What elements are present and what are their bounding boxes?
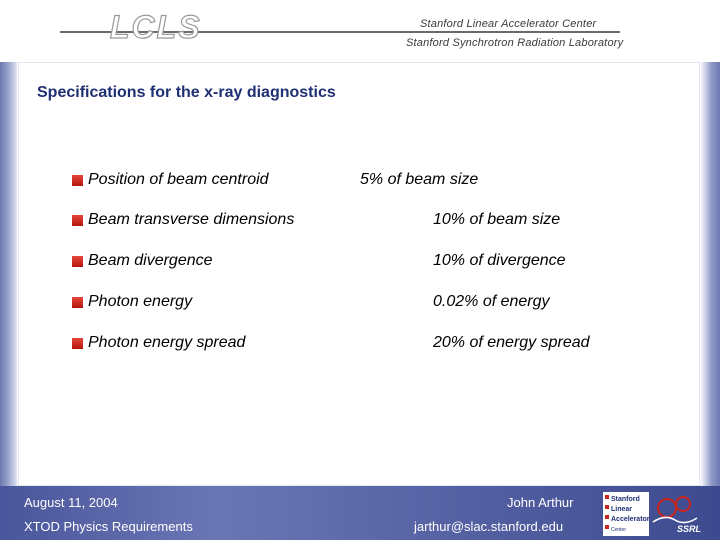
bullet-icon bbox=[72, 175, 83, 186]
spec-value: 20% of energy spread bbox=[433, 334, 590, 351]
footer-author: John Arthur bbox=[507, 495, 574, 510]
content-panel bbox=[18, 62, 700, 486]
spec-label: Position of beam centroid bbox=[88, 171, 269, 188]
header-org-line1: Stanford Linear Accelerator Center bbox=[420, 18, 597, 30]
lcls-logo-text: LCLS bbox=[110, 9, 202, 45]
footer-email: jarthur@slac.stanford.edu bbox=[414, 519, 564, 534]
slac-logo-mark bbox=[605, 515, 609, 519]
slac-ssrl-logo bbox=[603, 492, 707, 536]
spec-value: 10% of divergence bbox=[433, 252, 566, 269]
slac-logo-mark bbox=[605, 505, 609, 509]
spec-value: 10% of beam size bbox=[433, 211, 561, 228]
slac-logo-line: Accelerator bbox=[611, 516, 650, 523]
bullet-icon bbox=[72, 297, 83, 308]
header-org-line2: Stanford Synchrotron Radiation Laboratory bbox=[406, 37, 624, 49]
slac-logo-mark bbox=[605, 495, 609, 499]
slide-header bbox=[0, 0, 720, 62]
slide-title: Specifications for the x-ray diagnostics bbox=[37, 84, 336, 101]
spec-label: Beam divergence bbox=[88, 252, 213, 269]
footer-subtitle: XTOD Physics Requirements bbox=[24, 519, 193, 534]
ssrl-beam-line bbox=[653, 517, 697, 522]
spec-value: 0.02% of energy bbox=[433, 293, 550, 310]
spec-label: Photon energy bbox=[88, 293, 193, 310]
footer-date: August 11, 2004 bbox=[24, 495, 118, 510]
spec-label: Photon energy spread bbox=[88, 334, 246, 351]
slac-logo-line: Linear bbox=[611, 506, 633, 513]
ssrl-ring bbox=[658, 499, 676, 517]
spec-value: 5% of beam size bbox=[360, 171, 479, 188]
slac-logo-line: Center bbox=[611, 527, 627, 533]
slac-logo-mark bbox=[605, 525, 609, 529]
bullet-icon bbox=[72, 338, 83, 349]
spec-label: Beam transverse dimensions bbox=[88, 211, 295, 228]
lcls-logo bbox=[104, 8, 204, 48]
bullet-icon bbox=[72, 215, 83, 226]
bullet-icon bbox=[72, 256, 83, 267]
ssrl-logo-text: SSRL bbox=[677, 524, 702, 534]
slac-logo-line: Stanford bbox=[611, 496, 640, 503]
ssrl-ring bbox=[676, 497, 690, 511]
